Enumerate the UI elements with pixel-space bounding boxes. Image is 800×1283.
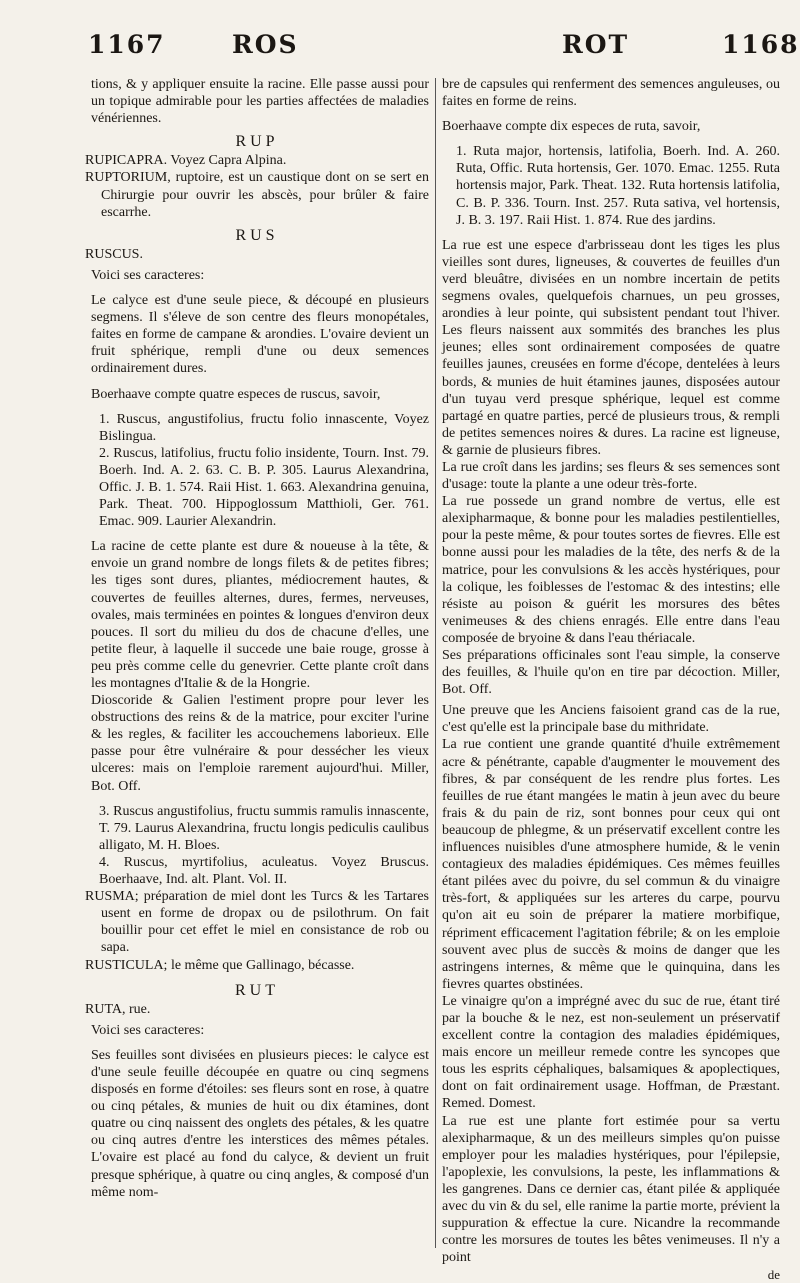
rue-alexipharmic: La rue est une plante fort estimée pour sa vertu alexipharmaque, & un des meilleurs simples qu'on puisse employer pour les maladies hystériques, pour l'épilepsie, l'apoplexie, les convulsions, la peste, les inflammations & les gangrenes. Dans ce dernier cas, étant pilée & appliquée avec du vin & du sel, elle ranime la partie morte, prévient la suppuration & effectue la cure. Nicandre la recommande contre les morsures de toutes les bêtes venimeuses. Il n'y a point bbox=[442, 1113, 780, 1266]
ruscus-species-intro: Boerhaave compte quatre especes de ruscus, savoir, bbox=[91, 386, 381, 402]
rue-vinegar: Le vinaigre qu'on a imprégné avec du suc de rue, étant tiré par la bouche & le nez, est non-seulement un préservatif excellent contre la contagion des maladies épidémiques, mais encore un meilleur remede contre les syncopes que tous les esprits céphaliques, balsamiques & apoplectiques, dont on fait ordinairement usage. Hoffman, de Præstant. Remed. Domest. bbox=[442, 993, 780, 1112]
rue-ancients-proof: Une preuve que les Anciens faisoient grand cas de la rue, c'est qu'elle est la principale base du mithridate. bbox=[442, 703, 780, 736]
entry-rusma: RUSMA; préparation de miel dont les Turcs & les Tartares usent en forme de dropax ou de psilothrum. On fait bouillir pour cet effet le miel en consistance de rob ou sapa. bbox=[85, 889, 429, 956]
right-column bbox=[442, 76, 780, 1283]
ruscus-species-1: 1. Ruscus, angustifolius, fructu folio innascente, Voyez Bislingua. bbox=[99, 411, 429, 444]
paragraph-continuation-right: bre de capsules qui renferment des semences anguleuses, ou faites en forme de reins. bbox=[442, 77, 780, 110]
ruta-species-intro: Boerhaave compte dix especes de ruta, savoir, bbox=[442, 119, 701, 135]
section-heading-rut: RUT bbox=[235, 981, 279, 999]
column-divider bbox=[435, 78, 436, 1248]
entry-ruptorium: RUPTORIUM, ruptoire, est un caustique dont on se sert en Chirurgie pour ouvrir les abscès, pour brûler & faire escarrhe. bbox=[85, 170, 429, 220]
ruta-description: Ses feuilles sont divisées en plusieurs pieces: le calyce est d'une seule feuille découpée en quatre ou cinq segmens disposés en forme d'étoiles: ses fleurs sont en rose, à quatre ou cinq pétales, & munies de huit ou dix étamines, dont quatre ou cinq naissent des onglets des pétales, & les quatre ou cinq autres d'entre les interstices des mêmes pétales. L'ovaire est placé au fond du calyce, & devient un fruit presque sphérique, à quatre ou cinq angles, & composé d'un même nom- bbox=[91, 1047, 429, 1200]
right-running-head: ROT bbox=[562, 30, 630, 59]
section-heading-rus: RUS bbox=[235, 226, 279, 244]
ruta-species-1: 1. Ruta major, hortensis, latifolia, Boerh. Ind. A. 260. Ruta, Offic. Ruta hortensis, Ger. 1070. Emac. 1255. Ruta hortensis major, Park. Theat. 132. Ruta hortensis latifolia, C. B. P. 336. Tourn. Inst. 257. Ruta sativa, vel hortensis, J. B. 3. 197. Raii Hist. 1. 874. Rue des jardins. bbox=[456, 144, 780, 228]
paragraph-continuation: tions, & y appliquer ensuite la racine. Elle passe aussi pour un topique admirable pour les parties affectées de maladies vénériennes. bbox=[91, 77, 429, 127]
left-running-head: ROS bbox=[232, 30, 299, 59]
ruscus-root-description: La racine de cette plante est dure & noueuse à la tête, & envoie un grand nombre de longs filets & de petites fibres; les tiges sont dures, pliantes, médiocrement hautes, & couvertes de feuilles alternes, dures, fermes, nerveuses, ovales, mais terminées en pointes & longues d'environ deux pouces. Il sort du milieu du dos de chacune d'elles, une petite fleur, à laquelle il succede une baie rouge, grosse à peu près comme celle du genevrier. Cette plante croît dans les montagnes d'Italie & de la Hongrie. bbox=[91, 539, 429, 691]
rue-shrub-description: La rue est une espece d'arbrisseau dont les tiges les plus vieilles sont dures, ligneuses, & couvertes de feuilles d'un verd bleuâtre, divisées en un nombre incertain de petits segmens ovales, quelquefois charnues, un peu grosses, arondies à leur pointe, qui subsistent pendant tout l'hiver. Les fleurs naissent aux sommités des branches les plus jeunes; elles sont ordinairement composées de quatre feuilles jaunes, creusées en forme d'écope, dentelées à leurs bords, & munies de huit étamines jaunes, disposées autour d'un tuyau verd presque sphérique, lequel est comme partagé en quatre parties, percé de plusieurs trous, & rempli de petites semences noires & dures. La racine est ligneuse, & garnie de plusieurs fibres. bbox=[442, 237, 780, 458]
rue-preparations: Ses préparations officinales sont l'eau simple, la conserve des feuilles, & l'huile qu'on en tire par décoction. Miller, Bot. Off. bbox=[442, 648, 780, 698]
entry-rusticula: RUSTICULA; le même que Gallinago, bécasse. bbox=[85, 957, 355, 973]
rue-oil-content: La rue contient une grande quantité d'huile extrêmement acre & pénétrante, capable d'augmenter le mouvement des fibres, & par conséquent de les rendre plus fortes. Les feuilles de rue étant mangées le matin à jeun avec du beure frais & du pain de riz, sont bonnes pour ceux qui ont beaucoup de phlegme, & un préservatif excellent contre les influences nuisibles d'une atmosphere humide, & le venin contagieux des maladies épidémiques. Ces mêmes feuilles étant pilées avec du poivre, du sel commun & du vinaigre très-fort, & appliquées sur les arteres du carpe, pourvu qu'on ait eu soin de préparer la matiere morbifique, répriment efficacement l'agitation fébrile; & on les emploie souvent avec plus de succès & moins de danger que les astringens internes, & même que le quinquina, dans les fievres quartes obstinées. bbox=[442, 737, 780, 992]
left-column bbox=[85, 76, 429, 1201]
entry-ruscus-title: RUSCUS. bbox=[85, 246, 143, 262]
ruscus-medical-use: Dioscoride & Galien l'estiment propre pour lever les obstructions des reins & de la matrice, pour exciter l'urine & les regles, & faciliter les accouchemens laborieux. Elle passe pour être vulnéraire & pour dessécher les vieux ulceres: mais on l'emploie rarement aujourd'hui. Miller, Bot. Off. bbox=[91, 693, 429, 794]
catchword: de bbox=[767, 1267, 780, 1283]
left-page-number: 1167 bbox=[88, 30, 166, 59]
section-heading-rup: RUP bbox=[235, 133, 279, 151]
page-header bbox=[0, 30, 800, 70]
ruscus-species-3: 3. Ruscus angustifolius, fructu summis ramulis innascente, T. 79. Laurus Alexandrina, fructu longis pediculis caulibus alligato, M. H. Bloes. bbox=[99, 803, 429, 853]
entry-ruta-title: RUTA, rue. bbox=[85, 1001, 151, 1017]
rue-virtues: La rue possede un grand nombre de vertus, elle est alexipharmaque, & bonne pour les maladies pestilentielles, pour la peste même, & pour toutes sortes de fievres. Elle est bonne aussi pour les maladies de la tête, des nerfs & de la matrice, pour les convulsions & les accès hystériques, pour la colique, les foiblesses de l'estomac & des intestins; elle résiste au poison & guérit les morsures des bêtes venimeuses & des chiens enragés. Elle entre dans l'eau composée de bryoine & dans l'eau thériacale. bbox=[442, 494, 780, 646]
rue-habitat: La rue croît dans les jardins; ses fleurs & ses semences sont d'usage: toute la plante a une odeur très-forte. bbox=[442, 459, 780, 493]
entry-rupicapra: RUPICAPRA. Voyez Capra Alpina. bbox=[85, 153, 287, 169]
ruscus-description: Le calyce est d'une seule piece, & découpé en plusieurs segmens. Il s'éleve de son centre des fleurs monopétales, faites en forme de campane & arondies. L'ovaire devient un fruit sphérique, rempli d'une ou deux semences ordinairement dures. bbox=[91, 293, 429, 377]
ruscus-species-2: 2. Ruscus, latifolius, fructu folio insidente, Tourn. Inst. 79. Boerh. Ind. A. 2. 63. C. B. P. 305. Laurus Alexandrina, Offic. J. B. 1. 574. Raii Hist. 1. 663. Alexandrina genuina, Park. Theat. 700. Hippoglossum Matthioli, Ger. 761. Emac. 909. Laurier Alexandrin. bbox=[99, 445, 429, 530]
ruta-characters-label: Voici ses caracteres: bbox=[91, 1022, 205, 1038]
ruscus-species-4: 4. Ruscus, myrtifolius, aculeatus. Voyez Bruscus. Boerhaave, Ind. alt. Plant. Vol. II. bbox=[99, 854, 429, 888]
ruscus-characters-label: Voici ses caracteres: bbox=[91, 267, 205, 283]
right-page-number: 1168 bbox=[722, 30, 800, 59]
